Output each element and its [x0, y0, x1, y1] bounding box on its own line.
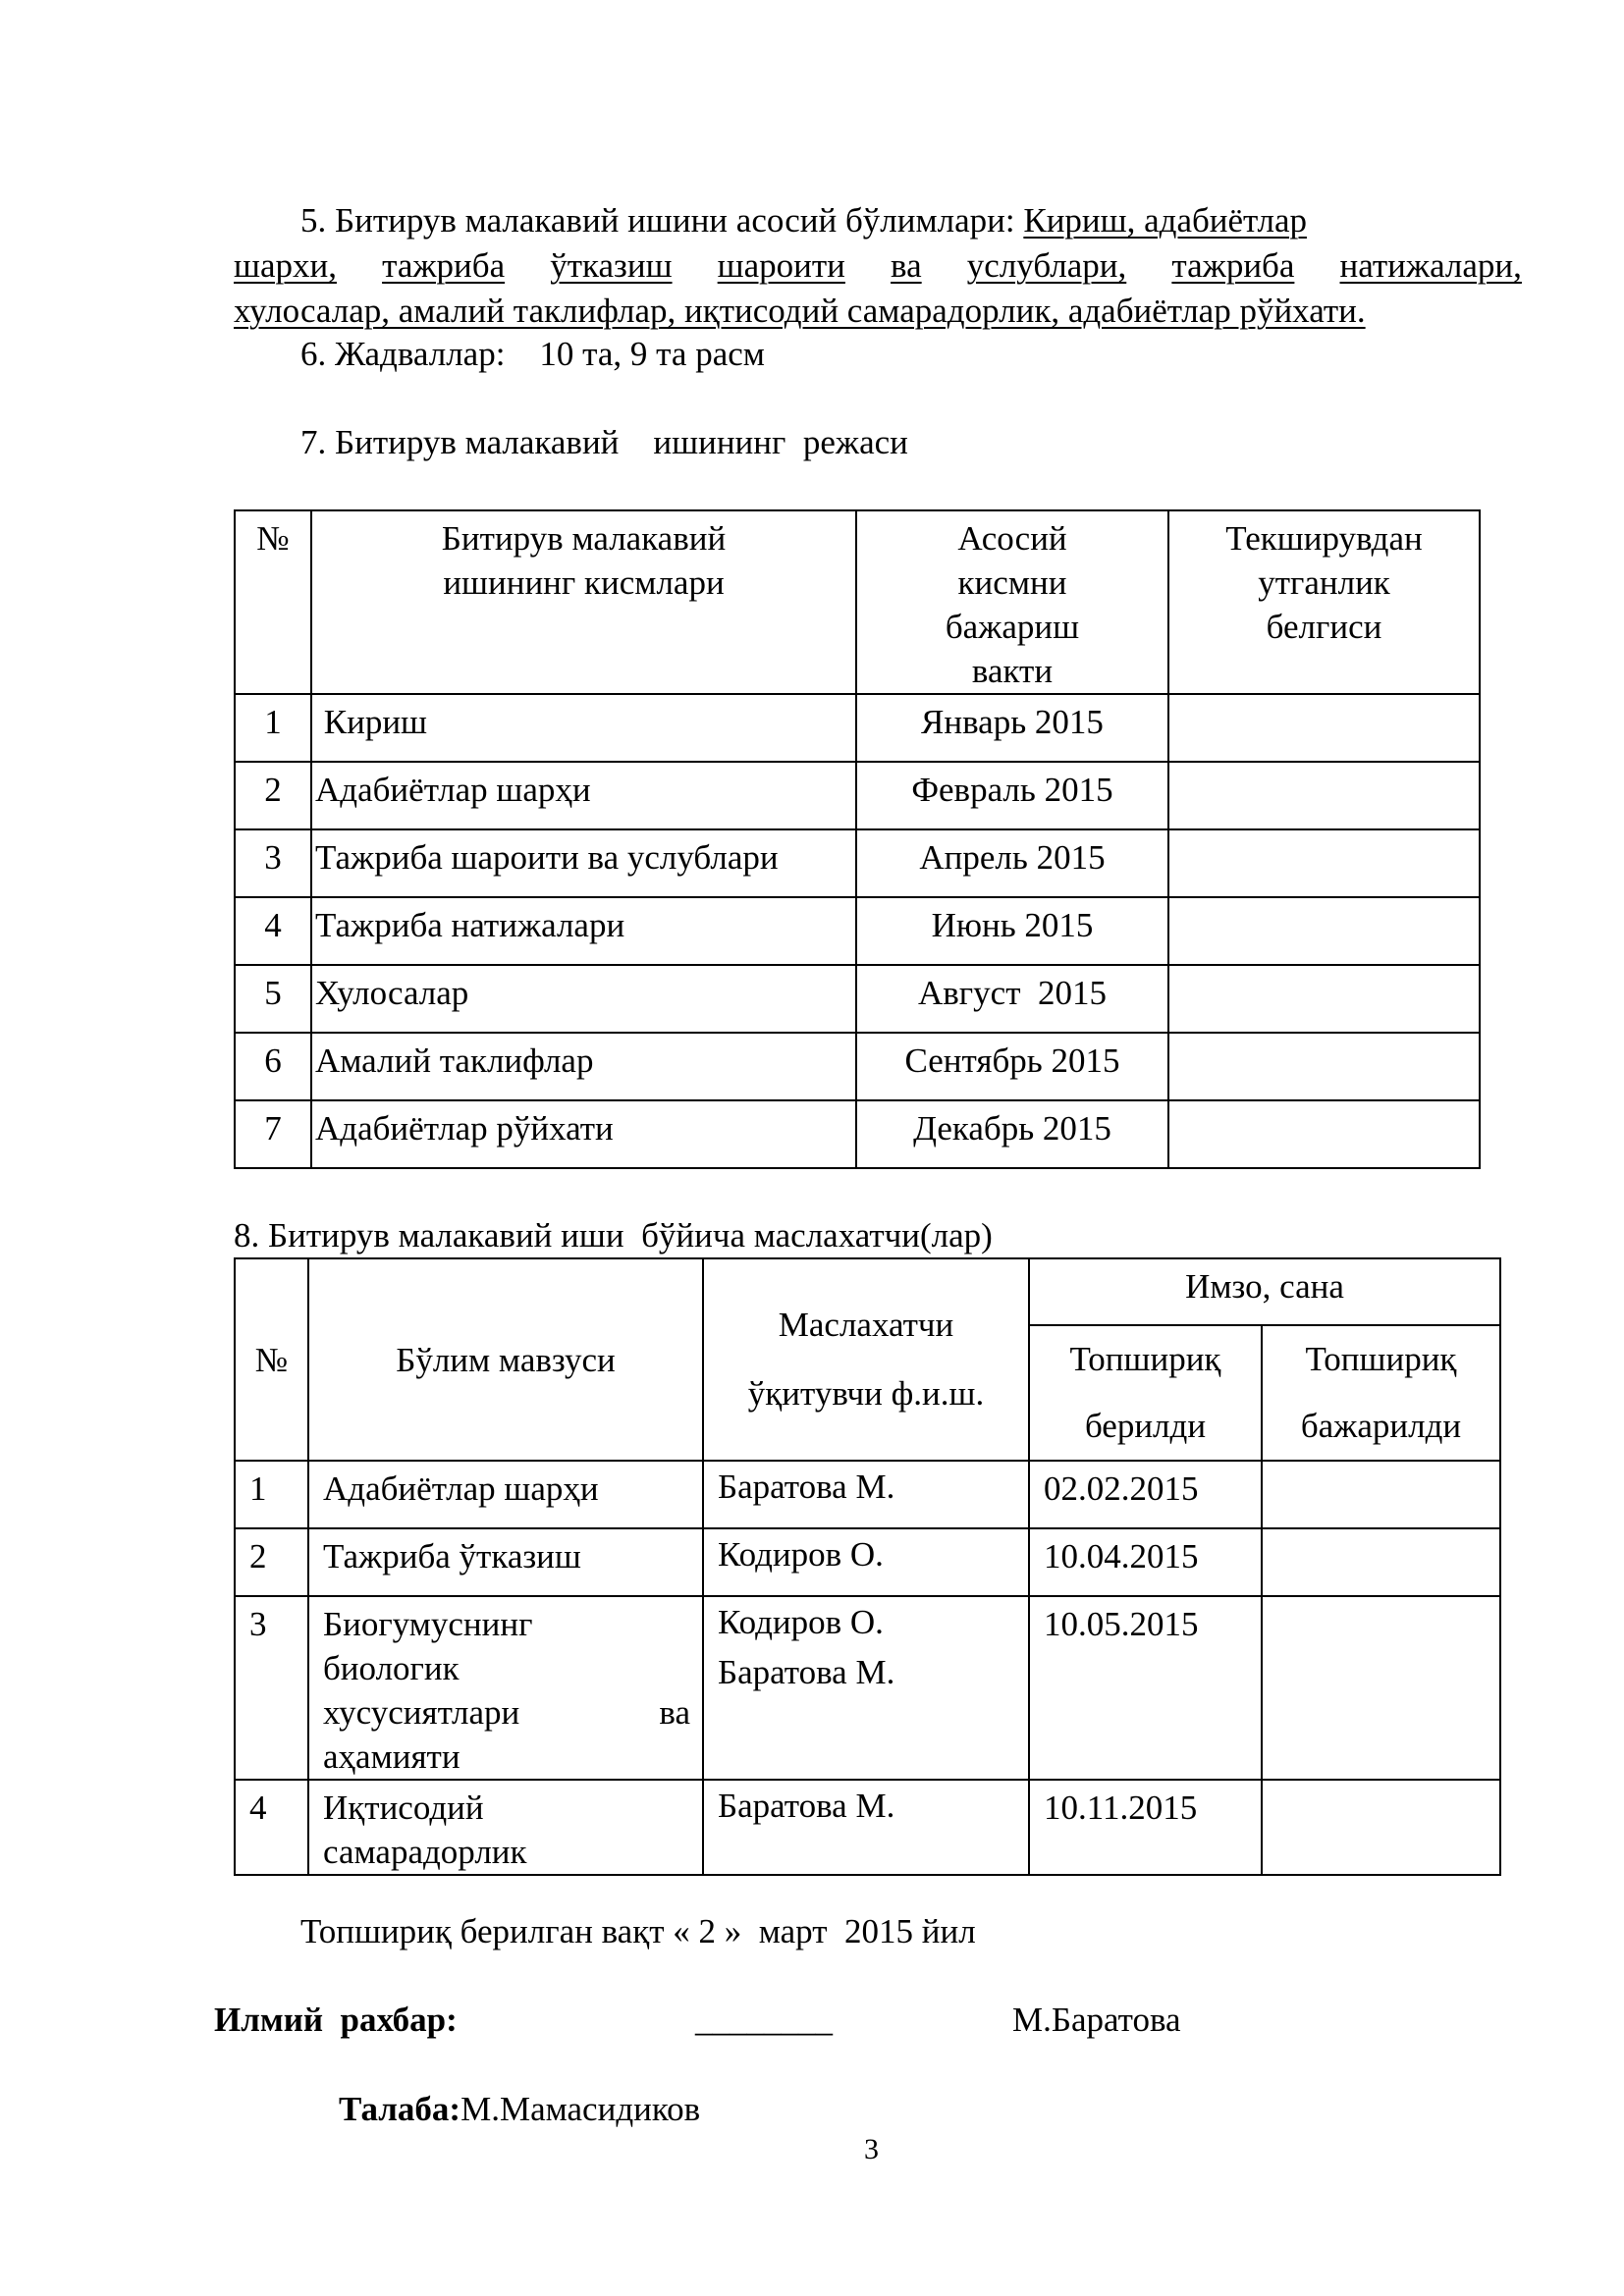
plan-header-mark-line: белгиси: [1266, 608, 1382, 646]
plan-table-row: [235, 829, 1480, 897]
plan-header-date-line: бажариш: [945, 608, 1080, 646]
plan-table-row: [235, 762, 1480, 829]
plan-row-date: Август 2015: [856, 965, 1168, 1033]
consult-row-done-date: [1262, 1780, 1500, 1875]
consult-header-consultant: [703, 1258, 1029, 1461]
consult-topic-word: Биогумуснинг: [323, 1605, 533, 1643]
consult-row-topic: [308, 1528, 703, 1596]
consult-header-consultant-line: ўқитувчи ф.и.ш.: [747, 1374, 985, 1413]
consult-row-topic: [308, 1461, 703, 1528]
section-5-parts-start: Кириш, адабиётлар: [1023, 201, 1307, 240]
plan-header-mark: [1168, 510, 1480, 694]
consult-header-given-line: берилди: [1084, 1407, 1207, 1445]
plan-row-num: 7: [235, 1100, 311, 1168]
plan-row-part: Адабиётлар рўйхати: [311, 1100, 856, 1168]
plan-row-mark: [1168, 965, 1480, 1033]
consult-topic-line: [323, 1735, 690, 1779]
plan-table-row: [235, 694, 1480, 762]
plan-row-mark: [1168, 694, 1480, 762]
consult-consultant-name: Кодиров О.: [718, 1603, 884, 1641]
consult-row-num: 4: [235, 1780, 308, 1875]
consult-row-topic: [308, 1780, 703, 1875]
consult-row-given-date: 10.04.2015: [1029, 1528, 1262, 1596]
plan-header-mark-line: Текширувдан: [1225, 519, 1423, 558]
supervisor-label: Илмий рахбар:: [214, 2001, 458, 2039]
plan-row-date: Декабрь 2015: [856, 1100, 1168, 1168]
plan-header-date-line: Асосий: [957, 519, 1067, 558]
consult-consultant-name: Баратова М.: [718, 1653, 895, 1691]
plan-row-num: 2: [235, 762, 311, 829]
section-7-title: 7. Битирув малакавий ишининг режаси: [300, 423, 908, 461]
consult-consultant-name: Баратова М.: [718, 1787, 895, 1825]
section-5-word: ва: [891, 246, 922, 285]
student-line: [339, 2087, 700, 2132]
consult-header-done-line: бажарилди: [1300, 1407, 1462, 1445]
plan-row-num: 6: [235, 1033, 311, 1100]
plan-row-num: 5: [235, 965, 311, 1033]
plan-row-part: Кириш: [311, 694, 856, 762]
plan-row-part: Тажриба шароити ва услублари: [311, 829, 856, 897]
consult-row-num: 2: [235, 1528, 308, 1596]
consult-row-done-date: [1262, 1461, 1500, 1528]
consult-consultant-name: Кодиров О.: [718, 1535, 884, 1574]
consult-topic-line: Иқтисодий: [323, 1789, 484, 1827]
section-5-word: тажриба: [1171, 246, 1295, 285]
consult-header-row-1: [235, 1258, 1500, 1325]
consult-topic-line: [323, 1646, 690, 1690]
consultants-table: [234, 1257, 1501, 1876]
consult-row-given-date: 02.02.2015: [1029, 1461, 1262, 1528]
consult-table-row: [235, 1596, 1500, 1780]
section-5-word: шароити: [717, 246, 845, 285]
plan-header-part: [311, 510, 856, 694]
section-5-word: натижалари,: [1339, 246, 1522, 285]
plan-row-part: Амалий таклифлар: [311, 1033, 856, 1100]
consult-topic-word: хусусиятлари: [323, 1693, 520, 1732]
section-5-line-3: хулосалар, амалий таклифлар, иқтисодий самарадорлик, адабиётлар рўйхати.: [234, 292, 1366, 330]
assignment-date: Топшириқ берилган вақт « 2 » март 2015 йил: [300, 1912, 976, 1950]
plan-header-num: №: [235, 510, 311, 694]
plan-row-mark: [1168, 897, 1480, 965]
plan-table-row: [235, 965, 1480, 1033]
section-5-line-2: [234, 243, 1522, 289]
student-name: М.Мамасидиков: [460, 2090, 701, 2128]
consult-header-given-line: Топшириқ: [1069, 1340, 1221, 1378]
plan-row-date: Апрель 2015: [856, 829, 1168, 897]
page-number: 3: [864, 2133, 879, 2165]
consult-row-given-date: 10.05.2015: [1029, 1596, 1262, 1780]
consult-topic-line: самарадорлик: [323, 1833, 527, 1871]
consult-row-given-date: 10.11.2015: [1029, 1780, 1262, 1875]
consult-consultant-name: Баратова М.: [718, 1468, 895, 1506]
plan-table: [234, 509, 1481, 1169]
section-5-word: шархи,: [234, 246, 337, 285]
plan-row-mark: [1168, 762, 1480, 829]
supervisor-signature-line: ________: [695, 2001, 833, 2039]
plan-table-header: [235, 510, 1480, 694]
plan-row-num: 1: [235, 694, 311, 762]
consult-topic-line: [323, 1602, 690, 1646]
consult-row-done-date: [1262, 1596, 1500, 1780]
consult-topic-word: биологик: [323, 1649, 460, 1687]
consult-header-done-line: Топшириқ: [1305, 1340, 1457, 1378]
consult-header-given: [1029, 1325, 1262, 1461]
plan-row-num: 3: [235, 829, 311, 897]
plan-row-mark: [1168, 1100, 1480, 1168]
plan-row-date: Январь 2015: [856, 694, 1168, 762]
section-8-title: 8. Битирув малакавий иши бўйича маслахатчи(лар): [234, 1216, 993, 1255]
section-5-intro: 5. Битирув малакавий ишини асосий бўлимлари:: [300, 201, 1024, 240]
consult-row-num: 1: [235, 1461, 308, 1528]
plan-row-part: Хулосалар: [311, 965, 856, 1033]
plan-row-mark: [1168, 829, 1480, 897]
section-5-word: услублари,: [966, 246, 1127, 285]
consult-topic-word: ва: [659, 1693, 690, 1732]
consult-row-done-date: [1262, 1528, 1500, 1596]
plan-header-part-line: ишининг кисмлари: [443, 563, 725, 602]
consult-row-consultant: [703, 1461, 1029, 1528]
plan-header-mark-line: утганлик: [1258, 563, 1390, 602]
plan-table-row: [235, 1033, 1480, 1100]
student-label: Талаба:: [339, 2090, 461, 2128]
consult-header-num: №: [235, 1258, 308, 1461]
consult-header-done: [1262, 1325, 1500, 1461]
consult-row-num: 3: [235, 1596, 308, 1780]
plan-row-part: Тажриба натижалари: [311, 897, 856, 965]
consult-row-consultant: [703, 1596, 1029, 1780]
plan-row-date: Сентябрь 2015: [856, 1033, 1168, 1100]
plan-header-date-line: вакти: [971, 652, 1054, 690]
consult-header-consultant-line: Маслахатчи: [778, 1306, 954, 1344]
plan-row-part: Адабиётлар шарҳи: [311, 762, 856, 829]
consult-topic-line: Тажриба ўтказиш: [323, 1537, 581, 1575]
consult-header-topic: Бўлим мавзуси: [308, 1258, 703, 1461]
plan-row-date: Июнь 2015: [856, 897, 1168, 965]
plan-table-row: [235, 897, 1480, 965]
consult-row-consultant: [703, 1528, 1029, 1596]
plan-row-num: 4: [235, 897, 311, 965]
plan-table-row: [235, 1100, 1480, 1168]
supervisor-name: М.Баратова: [1012, 2001, 1181, 2039]
section-6-tables: 6. Жадваллар: 10 та, 9 та расм: [300, 335, 765, 373]
section-5-word: ўтказиш: [550, 246, 673, 285]
section-5-word: тажриба: [382, 246, 506, 285]
consult-topic-line: [323, 1690, 690, 1735]
consult-table-row: [235, 1461, 1500, 1528]
plan-row-date: Февраль 2015: [856, 762, 1168, 829]
consult-header-sign-date: Имзо, сана: [1029, 1258, 1500, 1325]
consult-table-row: [235, 1780, 1500, 1875]
plan-header-part-line: Битирув малакавий: [441, 519, 727, 558]
plan-row-mark: [1168, 1033, 1480, 1100]
section-5-line-1: [300, 198, 1307, 243]
consult-table-row: [235, 1528, 1500, 1596]
consult-topic-line: Адабиётлар шарҳи: [323, 1469, 599, 1508]
consult-row-consultant: [703, 1780, 1029, 1875]
plan-header-date: [856, 510, 1168, 694]
consult-row-topic: [308, 1596, 703, 1780]
plan-header-date-line: кисмни: [957, 563, 1067, 602]
consult-topic-word: аҳамияти: [323, 1737, 460, 1776]
